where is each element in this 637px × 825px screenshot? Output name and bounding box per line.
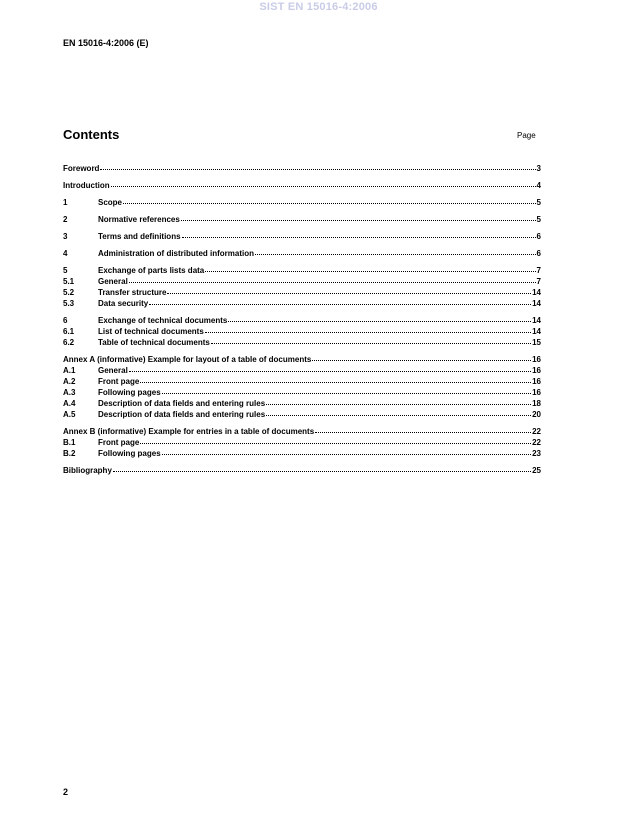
- toc-entry-title: Exchange of parts lists data: [98, 266, 205, 275]
- toc-entry[interactable]: [63, 448, 541, 459]
- toc-entry-title: Terms and definitions: [98, 232, 181, 241]
- toc-entry-title: Table of technical documents: [98, 338, 210, 347]
- toc-entry-page: 22: [532, 427, 541, 436]
- toc-leader: [315, 432, 531, 433]
- toc-leader: [211, 343, 531, 344]
- toc-leader: [167, 293, 531, 294]
- toc-entry[interactable]: [63, 163, 541, 174]
- toc-entry[interactable]: [63, 398, 541, 409]
- watermark: SIST EN 15016-4:2006: [259, 1, 378, 13]
- toc-entry-title: General: [98, 366, 128, 375]
- toc-entry-title: Data security: [98, 299, 149, 308]
- toc-entry-number: A.3: [63, 388, 76, 397]
- toc-leader: [205, 271, 535, 272]
- toc-entry[interactable]: [63, 180, 541, 191]
- toc-entry-title: Description of data fields and entering rules: [98, 410, 266, 419]
- toc-entry[interactable]: [63, 315, 541, 326]
- toc-entry[interactable]: [63, 354, 541, 365]
- toc-entry-page: 25: [532, 466, 541, 475]
- toc-entry-title: Foreword: [63, 164, 100, 173]
- table-of-contents: [63, 163, 541, 476]
- toc-entry-title: General: [98, 277, 128, 286]
- toc-entry-number: A.5: [63, 410, 76, 419]
- toc-leader: [181, 220, 536, 221]
- toc-entry-page: 14: [532, 288, 541, 297]
- toc-entry[interactable]: [63, 248, 541, 259]
- toc-entry-title: Description of data fields and entering rules: [98, 399, 266, 408]
- page-title: Contents: [63, 127, 120, 142]
- document-id: EN 15016-4:2006 (E): [63, 38, 149, 48]
- toc-entry-page: 14: [532, 299, 541, 308]
- toc-entry-number: 5.1: [63, 277, 75, 286]
- page-number: 2: [63, 787, 69, 797]
- toc-entry-number: 6.1: [63, 327, 75, 336]
- toc-entry[interactable]: [63, 231, 541, 242]
- toc-leader: [205, 332, 531, 333]
- toc-leader: [123, 203, 536, 204]
- toc-leader: [140, 382, 531, 383]
- toc-entry-page: 3: [536, 164, 541, 173]
- toc-leader: [149, 304, 531, 305]
- toc-leader: [182, 237, 536, 238]
- toc-entry-page: 18: [532, 399, 541, 408]
- toc-entry-title: List of technical documents: [98, 327, 204, 336]
- toc-entry-title: Transfer structure: [98, 288, 167, 297]
- toc-entry[interactable]: [63, 409, 541, 420]
- toc-entry-page: 5: [536, 198, 541, 207]
- toc-entry[interactable]: [63, 376, 541, 387]
- toc-entry[interactable]: [63, 197, 541, 208]
- toc-entry-page: 22: [532, 438, 541, 447]
- toc-entry[interactable]: [63, 214, 541, 225]
- toc-leader: [113, 471, 531, 472]
- toc-entry-number: 5: [63, 266, 68, 275]
- toc-entry-number: 1: [63, 198, 68, 207]
- toc-entry-page: 4: [536, 181, 541, 190]
- toc-entry-title: Normative references: [98, 215, 180, 224]
- toc-entry-page: 6: [536, 232, 541, 241]
- toc-leader: [129, 371, 531, 372]
- toc-entry-title: Bibliography: [63, 466, 112, 475]
- toc-entry-title: Scope: [98, 198, 123, 207]
- toc-entry-title: Following pages: [98, 449, 161, 458]
- toc-entry-number: 6: [63, 316, 68, 325]
- toc-entry[interactable]: [63, 387, 541, 398]
- toc-entry-number: 3: [63, 232, 68, 241]
- toc-entry-number: 4: [63, 249, 68, 258]
- toc-entry-page: 16: [532, 388, 541, 397]
- page-column-label: Page: [517, 131, 536, 140]
- toc-entry-title: Front page: [98, 377, 140, 386]
- toc-entry-title: Front page: [98, 438, 140, 447]
- toc-entry-number: 6.2: [63, 338, 75, 347]
- toc-entry-page: 23: [532, 449, 541, 458]
- toc-entry-number: B.2: [63, 449, 76, 458]
- toc-entry-page: 16: [532, 377, 541, 386]
- toc-entry[interactable]: [63, 276, 541, 287]
- toc-entry-number: 5.3: [63, 299, 75, 308]
- toc-leader: [255, 254, 536, 255]
- toc-entry-page: 20: [532, 410, 541, 419]
- toc-entry[interactable]: [63, 326, 541, 337]
- toc-entry-number: A.1: [63, 366, 76, 375]
- toc-entry-title: Administration of distributed information: [98, 249, 254, 258]
- toc-leader: [312, 360, 531, 361]
- toc-leader: [228, 321, 531, 322]
- toc-entry-page: 14: [532, 316, 541, 325]
- toc-leader: [140, 443, 531, 444]
- toc-entry-page: 7: [536, 266, 541, 275]
- toc-entry[interactable]: [63, 337, 541, 348]
- toc-leader: [111, 186, 536, 187]
- toc-entry-page: 5: [536, 215, 541, 224]
- toc-entry[interactable]: [63, 287, 541, 298]
- toc-leader: [162, 454, 531, 455]
- toc-entry-title: Introduction: [63, 181, 110, 190]
- toc-entry-page: 15: [532, 338, 541, 347]
- toc-leader: [266, 415, 531, 416]
- toc-entry[interactable]: [63, 465, 541, 476]
- toc-entry-title: Annex A (informative) Example for layout of a table of documents: [63, 355, 312, 364]
- toc-entry-number: A.4: [63, 399, 76, 408]
- toc-entry[interactable]: [63, 265, 541, 276]
- toc-entry[interactable]: [63, 365, 541, 376]
- toc-entry-page: 16: [532, 366, 541, 375]
- toc-leader: [162, 393, 531, 394]
- toc-entry-title: Following pages: [98, 388, 161, 397]
- toc-entry-title: Exchange of technical documents: [98, 316, 228, 325]
- toc-entry-page: 16: [532, 355, 541, 364]
- toc-leader: [266, 404, 531, 405]
- toc-leader: [100, 169, 535, 170]
- toc-entry-number: 5.2: [63, 288, 75, 297]
- toc-entry-page: 14: [532, 327, 541, 336]
- toc-entry-number: A.2: [63, 377, 76, 386]
- toc-entry[interactable]: [63, 426, 541, 437]
- toc-entry-number: B.1: [63, 438, 76, 447]
- toc-entry-number: 2: [63, 215, 68, 224]
- toc-leader: [129, 282, 536, 283]
- toc-entry-title: Annex B (informative) Example for entries in a table of documents: [63, 427, 315, 436]
- toc-entry-page: 7: [536, 277, 541, 286]
- toc-entry[interactable]: [63, 437, 541, 448]
- toc-entry[interactable]: [63, 298, 541, 309]
- toc-entry-page: 6: [536, 249, 541, 258]
